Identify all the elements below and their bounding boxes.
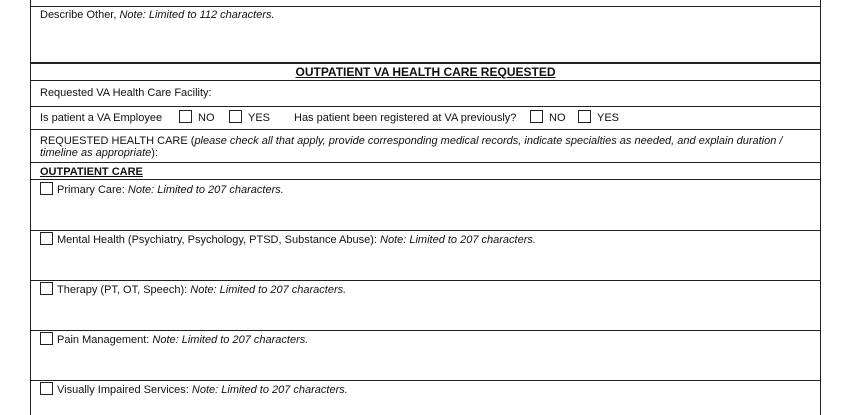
primary-care-label: Primary Care: Note: Limited to 207 characters. [57, 184, 284, 196]
registered-label: Has patient been registered at VA previously? [294, 112, 517, 124]
facility-label: Requested VA Health Care Facility: [40, 87, 212, 99]
va-employee-no-checkbox[interactable] [179, 110, 192, 123]
requested-care-label-line2: timeline as appropriate): [40, 147, 159, 159]
section-title: OUTPATIENT VA HEALTH CARE REQUESTED [295, 65, 556, 79]
va-employee-yes-checkbox[interactable] [229, 110, 242, 123]
va-outpatient-form [30, 0, 821, 415]
requested-care-label: REQUESTED HEALTH CARE (please check all that apply, provide corresponding medical records, indicate specialties as needed, and explain duration / [40, 135, 783, 147]
divider [31, 230, 820, 231]
visually-impaired-label: Visually Impaired Services: Note: Limited to 207 characters. [57, 384, 348, 396]
therapy-checkbox[interactable] [40, 282, 53, 295]
divider [31, 280, 820, 281]
describe-other-field[interactable] [31, 23, 820, 61]
therapy-field[interactable] [31, 298, 820, 328]
divider [31, 6, 820, 7]
va-employee-no-label: NO [198, 112, 215, 124]
va-employee-yes-label: YES [248, 112, 271, 124]
mental-health-field[interactable] [31, 248, 820, 278]
describe-other-label: Describe Other, Note: Limited to 112 characters. [40, 9, 275, 21]
primary-care-checkbox[interactable] [40, 182, 53, 195]
divider [31, 80, 820, 81]
divider [31, 179, 820, 180]
registered-no-checkbox[interactable] [530, 110, 543, 123]
divider [31, 330, 820, 331]
pain-management-label: Pain Management: Note: Limited to 207 characters. [57, 334, 309, 346]
outpatient-care-heading: OUTPATIENT CARE [40, 166, 143, 178]
primary-care-field[interactable] [31, 198, 820, 228]
divider [31, 106, 820, 107]
registered-no-label: NO [549, 112, 566, 124]
visually-impaired-checkbox[interactable] [40, 382, 53, 395]
pain-management-checkbox[interactable] [40, 332, 53, 345]
divider [31, 162, 820, 163]
therapy-label: Therapy (PT, OT, Speech): Note: Limited to 207 characters. [57, 284, 347, 296]
mental-health-checkbox[interactable] [40, 232, 53, 245]
facility-field[interactable] [221, 82, 820, 104]
registered-yes-label: YES [597, 112, 620, 124]
divider [31, 129, 820, 130]
mental-health-label: Mental Health (Psychiatry, Psychology, PTSD, Substance Abuse): Note: Limited to 207 characters. [57, 234, 536, 246]
registered-yes-checkbox[interactable] [578, 110, 591, 123]
section-divider [31, 62, 820, 64]
pain-management-field[interactable] [31, 348, 820, 378]
visually-impaired-field[interactable] [31, 398, 820, 415]
divider [31, 380, 820, 381]
va-employee-label: Is patient a VA Employee [40, 112, 163, 124]
